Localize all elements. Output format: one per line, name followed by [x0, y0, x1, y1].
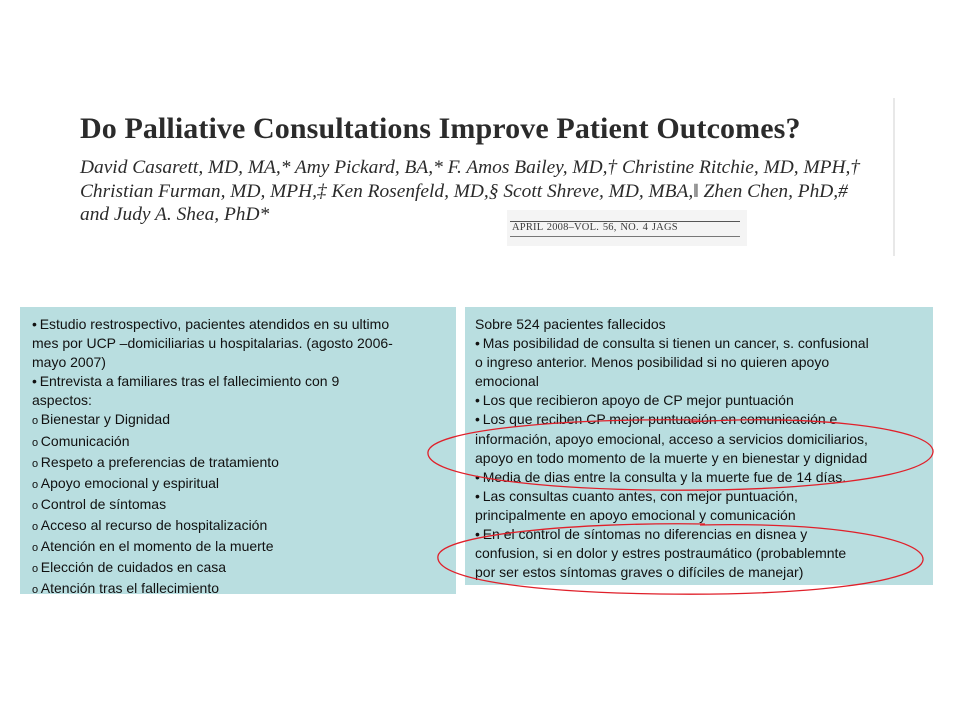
authors-line-2: Christian Furman, MD, MPH,‡ Ken Rosenfeld, MD,§ Scott Shreve, MD, MBA,‖ Zhen Chen, PhD,#: [80, 180, 848, 202]
article-title: Do Palliative Consultations Improve Patient Outcomes?: [80, 112, 801, 145]
sub-item: o Elección de cuidados en casa: [32, 558, 446, 579]
bullet-dot: •: [475, 392, 480, 409]
sub-item: o Comunicación: [32, 432, 446, 453]
result-line: emocional: [475, 373, 539, 390]
sub-bullet: o: [32, 499, 39, 512]
sub-bullet: o: [32, 542, 39, 555]
sub-bullet: o: [32, 563, 39, 576]
result-line: • Media de dias entre la consulta y la muerte fue de 14 días.: [475, 468, 925, 487]
journal-reference: APRIL 2008–VOL. 56, NO. 4 JAGS: [512, 222, 678, 233]
sub-item: o Acceso al recurso de hospitalización: [32, 516, 446, 537]
sub-bullet: o: [32, 436, 39, 449]
sub-bullet: o: [32, 457, 39, 470]
result-line: principalmente en apoyo emocional y comunicación: [475, 506, 796, 523]
result-line: confusion, si en dolor y estres postraumático (probablemnte: [475, 545, 847, 562]
sub-bullet: o: [32, 415, 39, 428]
sub-bullet: o: [32, 478, 39, 491]
authors-line-1: David Casarett, MD, MA,* Amy Pickard, BA,* F. Amos Bailey, MD,† Christine Ritchie, MD, MPH,†: [80, 157, 860, 178]
results-box: [465, 307, 933, 585]
bullet-interview-line: • Entrevista a familiares tras el fallecimiento con 9: [32, 372, 446, 391]
study-design-box: [20, 307, 456, 597]
authors-line-3: and Judy A. Shea, PhD*: [80, 204, 270, 225]
results-intro: Sobre 524 pacientes fallecidos: [475, 316, 666, 332]
result-line: o ingreso anterior. Menos posibilidad si no quieren apoyo: [475, 354, 830, 371]
bullet-dot: •: [475, 526, 480, 543]
sub-item: o Atención en el momento de la muerte: [32, 537, 446, 558]
journal-rule-bottom: [510, 236, 740, 237]
bullet-dot: •: [475, 487, 480, 504]
bullet-dot: •: [475, 468, 480, 485]
result-line: • En el control de síntomas no diferencias en disnea y: [475, 525, 925, 544]
result-line: • Los que recibieron apoyo de CP mejor puntuación: [475, 391, 925, 410]
result-line: apoyo en todo momento de la muerte y en bienestar y dignidad: [475, 449, 868, 466]
result-line: por ser estos síntomas graves o difíciles de manejar): [475, 564, 804, 581]
bullet-dot: •: [475, 411, 480, 428]
sub-item: o Atención tras el fallecimiento: [32, 579, 446, 600]
sub-bullet: o: [32, 520, 39, 533]
bullet-interview-line: aspectos:: [32, 392, 92, 409]
result-line: • Las consultas cuanto antes, con mejor puntuación,: [475, 487, 925, 506]
bullet-study-line: mayo 2007): [32, 354, 106, 371]
article-authors: [80, 156, 900, 227]
sub-bullet: o: [32, 584, 39, 597]
bullet-study-line: mes por UCP –domiciliarias u hospitalarias. (agosto 2006-: [32, 335, 393, 352]
result-line: información, apoyo emocional, acceso a servicios domiciliarios,: [475, 430, 868, 447]
bullet-study-line: • Estudio restrospectivo, pacientes atendidos en su ultimo: [32, 315, 446, 334]
bullet-dot: •: [32, 316, 37, 332]
bullet-dot: •: [32, 373, 37, 390]
result-line: • Los que reciben CP mejor puntuación en comunicación e: [475, 410, 925, 429]
sub-item: o Bienestar y Dignidad: [32, 410, 446, 431]
sub-item: o Control de síntomas: [32, 495, 446, 516]
sub-item: o Apoyo emocional y espiritual: [32, 474, 446, 495]
result-line: • Mas posibilidad de consulta si tienen un cancer, s. confusional: [475, 334, 925, 353]
sub-item: o Respeto a preferencias de tratamiento: [32, 453, 446, 474]
bullet-dot: •: [475, 335, 480, 352]
